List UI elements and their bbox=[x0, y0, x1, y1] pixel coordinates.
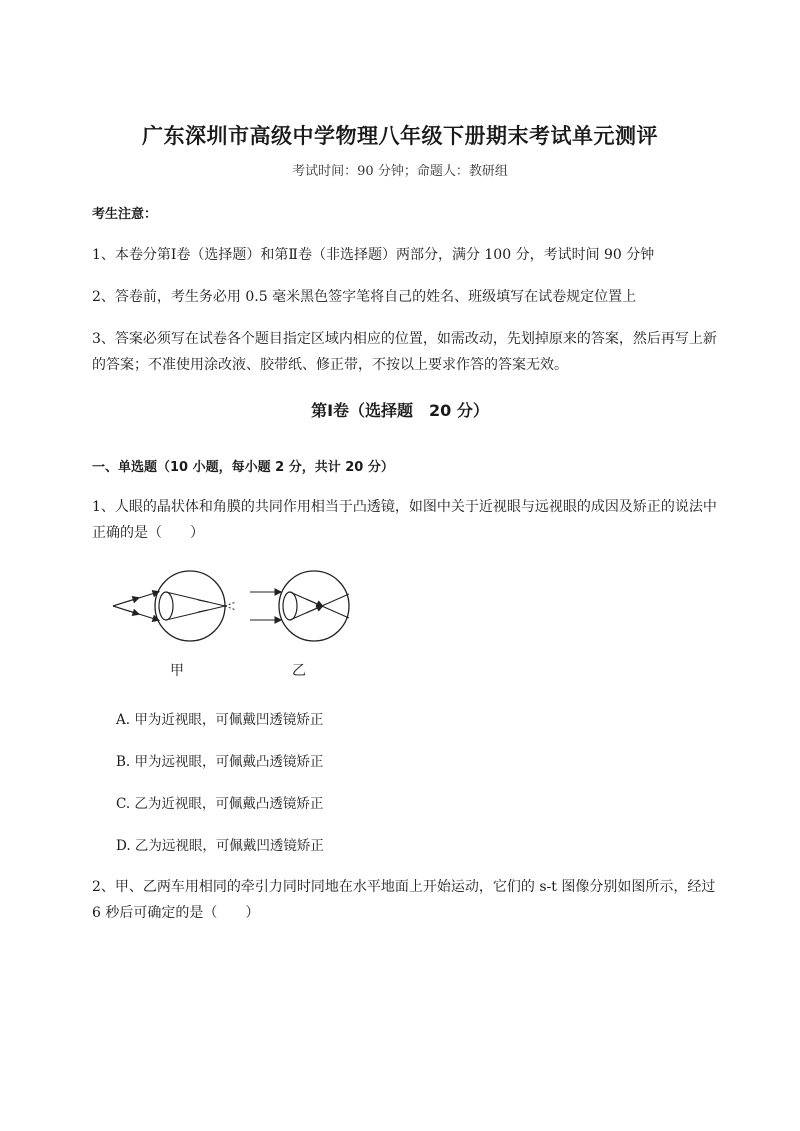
section-title: 第Ⅰ卷（选择题 20 分） bbox=[311, 401, 489, 420]
eye-diagram-figure bbox=[108, 568, 368, 683]
question-1-option-a: A. 甲为近视眼，可佩戴凹透镜矫正 bbox=[116, 712, 324, 728]
part-heading: 一、单选题（10 小题，每小题 2 分，共计 20 分） bbox=[92, 460, 394, 475]
question-1-option-b: B. 甲为远视眼，可佩戴凸透镜矫正 bbox=[116, 754, 324, 770]
question-1-option-c: C. 乙为近视眼，可佩戴凸透镜矫正 bbox=[116, 796, 324, 812]
question-1-stem: 1、人眼的晶状体和角膜的共同作用相当于凸透镜，如图中关于近视眼与远视眼的成因及矫正的说法中正确的是（ ） bbox=[92, 499, 717, 541]
notice-item-3: 3、答案必须写在试卷各个题目指定区域内相应的位置，如需改动，先划掉原来的答案，然后再写上新的答案；不准使用涂改液、胶带纸、修正带，不按以上要求作答的答案无效。 bbox=[92, 331, 717, 373]
eye-yi bbox=[250, 571, 349, 641]
exam-title: 广东深圳市高级中学物理八年级下册期末考试单元测评 bbox=[142, 124, 658, 148]
notice-heading: 考生注意： bbox=[92, 207, 158, 222]
notice-item-2: 2、答卷前，考生务必用 0.5 毫米黑色签字笔将自己的姓名、班级填写在试卷规定位置上 bbox=[92, 289, 637, 305]
eye-jia bbox=[113, 571, 236, 641]
eye-diagram bbox=[108, 568, 368, 658]
question-2-stem: 2、甲、乙两车用相同的牵引力同时同地在水平地面上开始运动，它们的 s-t 图像分别如图所示，经过 6 秒后可确定的是（ ） bbox=[92, 879, 716, 921]
figure-label-jia: 甲 bbox=[170, 663, 184, 679]
question-1-option-d: D. 乙为远视眼，可佩戴凹透镜矫正 bbox=[116, 838, 324, 854]
exam-subtitle: 考试时间：90 分钟；命题人：教研组 bbox=[292, 164, 508, 179]
notice-item-1: 1、本卷分第Ⅰ卷（选择题）和第Ⅱ卷（非选择题）两部分，满分 100 分，考试时间 90 分钟 bbox=[92, 247, 655, 263]
figure-label-yi: 乙 bbox=[292, 663, 306, 679]
